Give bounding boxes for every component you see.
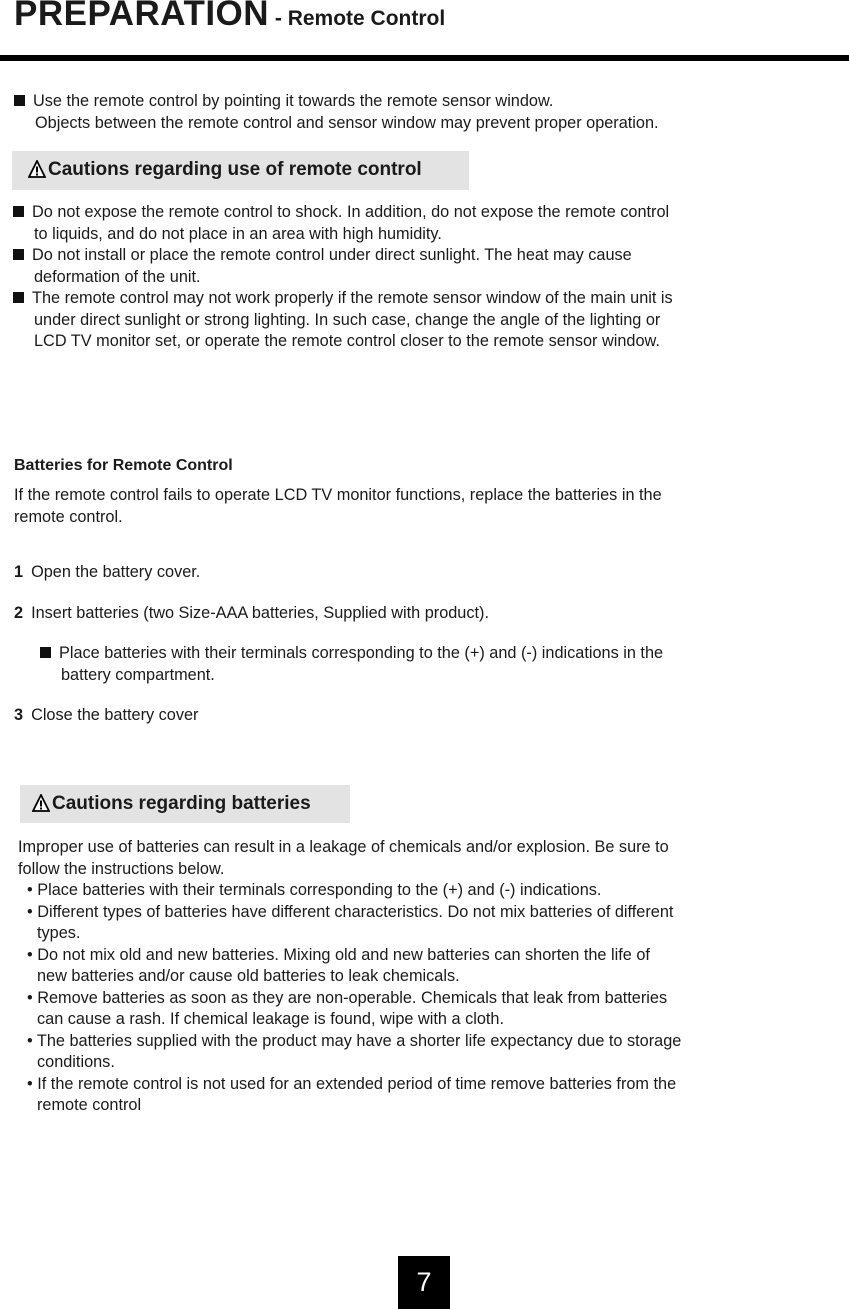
list-item: • Remove batteries as soon as they are non-operable. Chemicals that leak from batteries can cause a rash. If chemical leakage is found, wipe with a cloth.	[27, 988, 668, 1028]
bullet-square-icon	[13, 249, 24, 260]
list-item: • The batteries supplied with the product may have a shorter life expectancy due to storage conditions.	[27, 1031, 682, 1071]
header-rule	[0, 55, 849, 61]
intro-line-1: Use the remote control by pointing it towards the remote sensor window.	[33, 92, 554, 110]
bullet-square-icon	[13, 206, 24, 217]
list-item: The remote control may not work properly if the remote sensor window of the main unit is under direct sunlight or strong lighting. In such case, change the angle of the lighting or LCD TV monitor set, or operate the remote control closer to the remote sensor window.	[13, 288, 673, 353]
list-item: • If the remote control is not used for an extended period of time remove batteries from the remote control	[27, 1074, 677, 1114]
caution-batteries-heading: Cautions regarding batteries	[52, 793, 311, 814]
intro-line-2: Objects between the remote control and sensor window may prevent proper operation.	[35, 113, 659, 132]
list-item: • Different types of batteries have different characteristics. Do not mix batteries of different types.	[27, 902, 674, 942]
batteries-intro: If the remote control fails to operate LCD TV monitor functions, replace the batteries in the remote control.	[14, 486, 662, 526]
battery-note: Place batteries with their terminals corresponding to the (+) and (-) indications in the battery compartment.	[40, 643, 663, 686]
bullet-square-icon	[40, 647, 51, 658]
list-item: Do not expose the remote control to shock. In addition, do not expose the remote control to liquids, and do not place in an area with high humidity.	[13, 202, 673, 245]
caution-batteries-body: Improper use of batteries can result in a leakage of chemicals and/or explosion. Be sure to follow the instructions below. • Place batteries with their terminals corresponding to the (+) and (-) indications. • Different types of batteries have different characteristics. Do not mix batteries of different types. • Do not mix old and new batteries. Mixing old and new batteries can shorten the life of new batteries and/or cause old batteries to leak chemicals. • Remove batteries as soon as they are non-operable. Chemicals that leak from batteries can cause a rash. If chemical leakage is found, wipe with a cloth. • The batteries supplied with the product may have a shorter life expectancy due to storage conditions. • If the remote control is not used for an extended period of time remove batteries from the remote control	[18, 837, 681, 1117]
warning-triangle-icon	[28, 154, 46, 192]
page-number: 7	[398, 1256, 450, 1309]
caution-remote-banner	[12, 151, 469, 190]
page-title-main: PREPARATION	[14, 0, 270, 33]
step-3: 3 Close the battery cover	[14, 706, 199, 724]
caution-batteries-banner	[20, 785, 350, 823]
warning-triangle-icon	[32, 788, 50, 826]
page-title	[14, 0, 445, 31]
intro-paragraph	[14, 91, 659, 134]
caution-remote-list	[13, 202, 673, 353]
list-item: • Do not mix old and new batteries. Mixing old and new batteries can shorten the life of new batteries and/or cause old batteries to leak chemicals.	[27, 945, 650, 985]
bullet-square-icon	[14, 95, 25, 106]
page-title-sub: - Remote Control	[269, 7, 446, 30]
list-item: Do not install or place the remote control under direct sunlight. The heat may cause deformation of the unit.	[13, 245, 673, 288]
bullet-square-icon	[13, 292, 24, 303]
caution-remote-heading: Cautions regarding use of remote control	[48, 159, 422, 180]
list-item: • Place batteries with their terminals corresponding to the (+) and (-) indications.	[27, 881, 602, 899]
step-2: 2 Insert batteries (two Size-AAA batteries, Supplied with product).	[14, 604, 489, 622]
step-1: 1 Open the battery cover.	[14, 563, 201, 581]
batteries-heading: Batteries for Remote Control	[14, 457, 233, 474]
